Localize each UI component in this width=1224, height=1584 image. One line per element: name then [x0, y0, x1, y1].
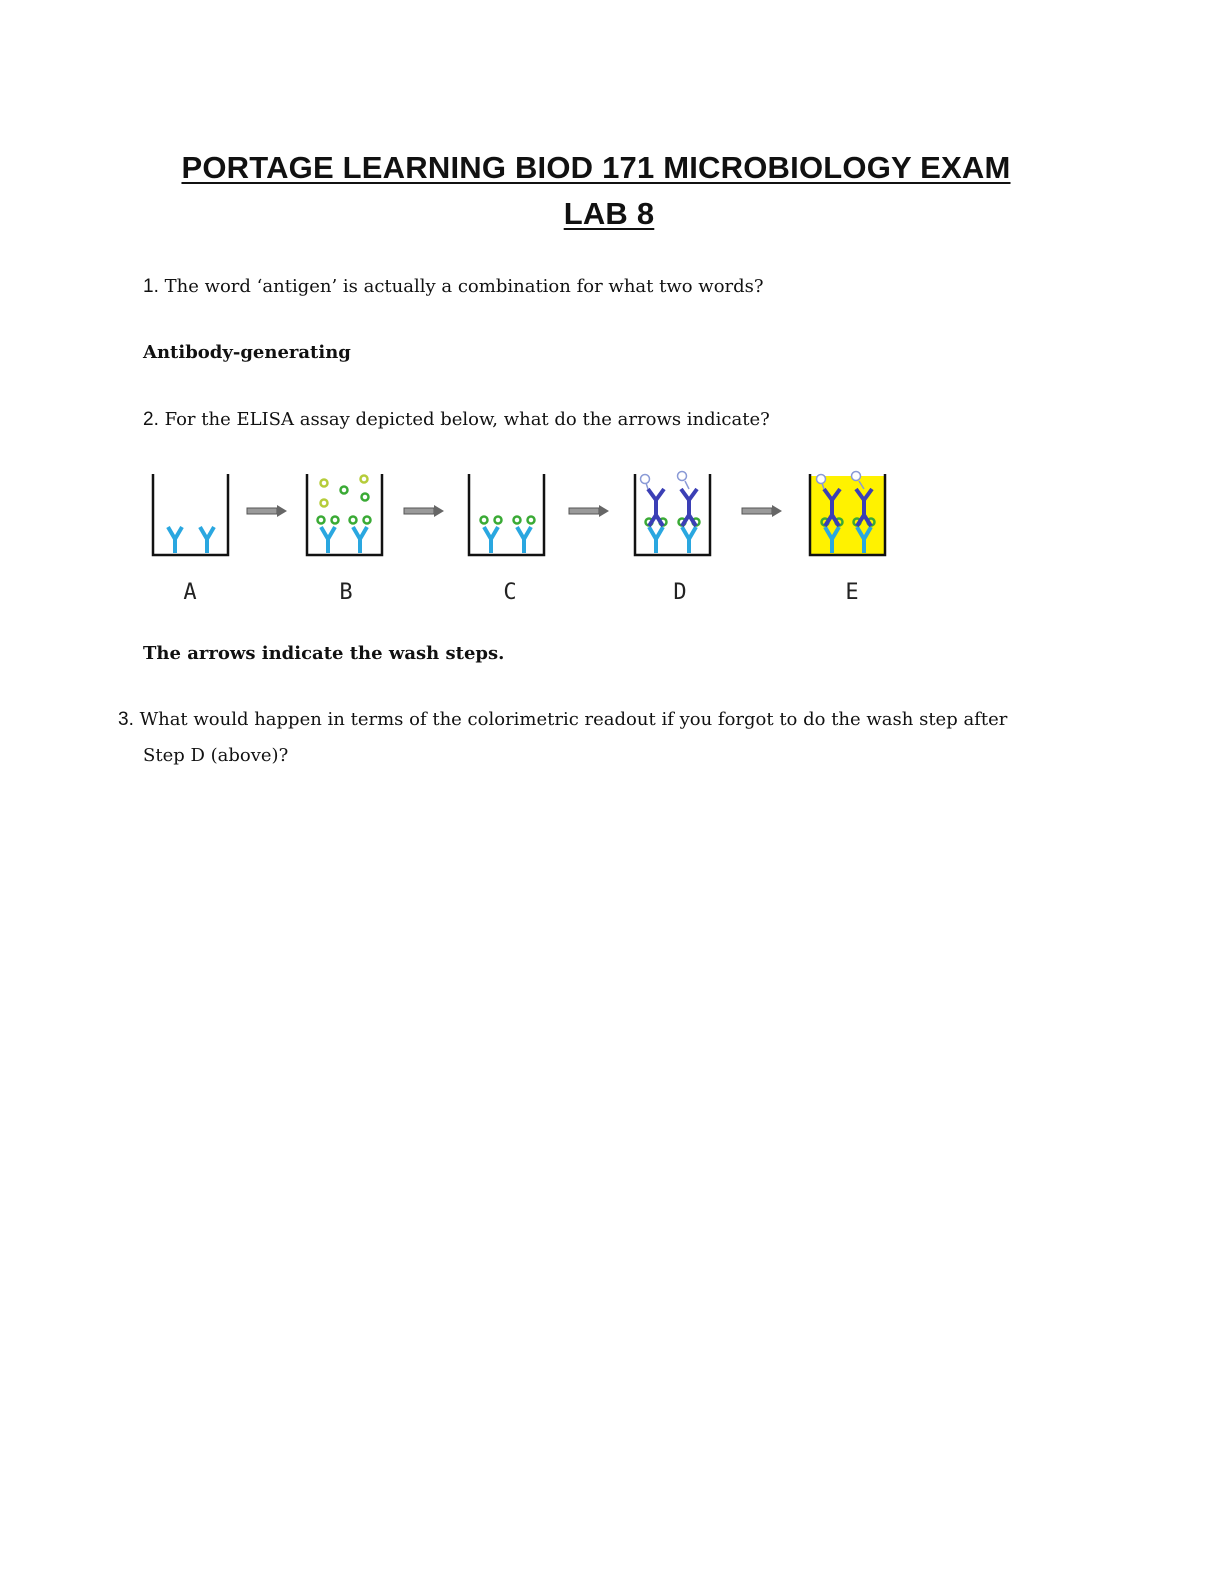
step-label-b: B: [339, 580, 353, 605]
step-label-a: A: [183, 580, 197, 605]
wash-arrow-4: [742, 505, 782, 517]
answer-2: The arrows indicate the wash steps.: [143, 643, 505, 664]
wash-arrow-1: [247, 505, 287, 517]
step-label-d: D: [673, 580, 687, 605]
step-label-c: C: [503, 580, 517, 605]
question-3-text-line-1: What would happen in terms of the colorimetric readout if you forgot to do the wash step after: [139, 709, 1008, 730]
question-3-text-line-2: Step D (above)?: [143, 745, 289, 766]
question-2-text: For the ELISA assay depicted below, what do the arrows indicate?: [164, 409, 770, 430]
answer-1: Antibody-generating: [143, 342, 351, 363]
well-e: [810, 472, 885, 556]
question-3: [118, 709, 1007, 731]
well-d: [635, 472, 710, 556]
elisa-assay-figure: [140, 462, 920, 612]
question-1-number: 1.: [143, 276, 159, 297]
question-1: [143, 276, 764, 298]
question-3-number: 3.: [118, 709, 134, 730]
wash-arrow-2: [404, 505, 444, 517]
well-c: [469, 474, 544, 555]
question-2-number: 2.: [143, 409, 159, 430]
step-label-e: E: [845, 580, 859, 605]
exam-title-line-1: PORTAGE LEARNING BIOD 171 MICROBIOLOGY EXAM: [181, 150, 1011, 185]
well-a: [153, 474, 228, 555]
well-b: [307, 474, 382, 555]
question-1-text: The word ‘antigen’ is actually a combination for what two words?: [164, 276, 764, 297]
question-2: [143, 409, 770, 431]
wash-arrow-3: [569, 505, 609, 517]
exam-title-line-2: LAB 8: [563, 196, 655, 231]
